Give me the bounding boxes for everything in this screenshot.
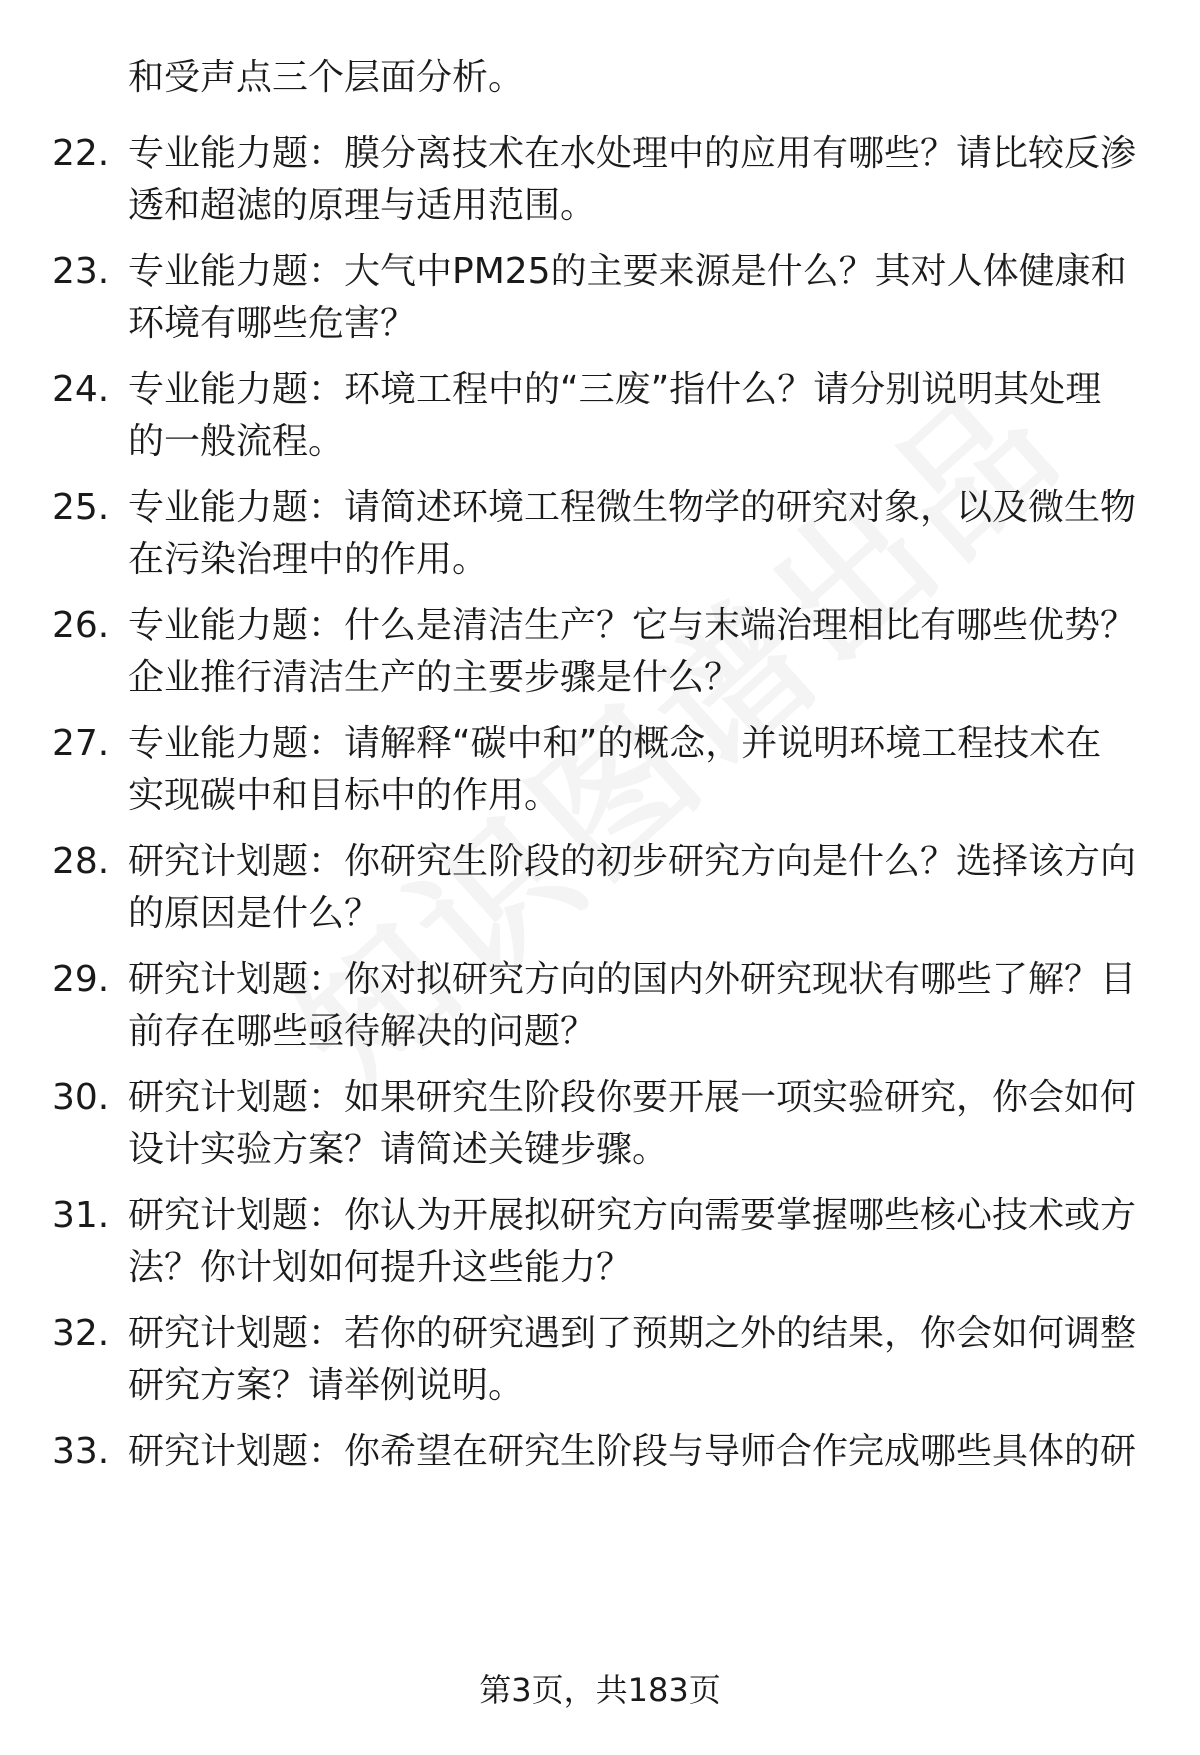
question-number: 26. [52,605,110,646]
question-text-line1: 研究计划题：你希望在研究生阶段与导师合作完成哪些具体的研 [128,1431,1137,1472]
question-text-line2: 透和超滤的原理与适用范围。 [128,185,597,226]
question-item-27 [0,718,1200,828]
question-text-line2: 法？你计划如何提升这些能力？ [128,1247,633,1288]
question-text-line1: 研究计划题：你研究生阶段的初步研究方向是什么？选择该方向 [128,841,1137,882]
question-item-31 [0,1190,1200,1300]
question-number: 31. [52,1195,110,1236]
question-item-33 [0,1426,1200,1536]
question-text-line1: 研究计划题：如果研究生阶段你要开展一项实验研究，你会如何 [128,1077,1137,1118]
question-text-line1: 专业能力题：请简述环境工程微生物学的研究对象，以及微生物 [128,487,1137,528]
question-number: 29. [52,959,110,1000]
question-number: 33. [52,1431,110,1472]
question-item-24 [0,364,1200,474]
question-number: 32. [52,1313,110,1354]
question-item-22 [0,128,1200,238]
question-number: 27. [52,723,110,764]
question-number: 23. [52,251,110,292]
question-number: 25. [52,487,110,528]
question-item-32 [0,1308,1200,1418]
question-text-line2: 企业推行清洁生产的主要步骤是什么？ [128,657,741,698]
question-text-line2: 前存在哪些亟待解决的问题？ [128,1011,597,1052]
question-text-line2: 在污染治理中的作用。 [128,539,489,580]
question-number: 28. [52,841,110,882]
question-text-line1: 专业能力题：什么是清洁生产？它与末端治理相比有哪些优势？ [128,605,1137,646]
question-text-line2: 设计实验方案？请简述关键步骤。 [128,1129,669,1170]
question-text-line2: 研究方案？请举例说明。 [128,1365,525,1406]
question-item-29 [0,954,1200,1064]
question-text-line1: 专业能力题：膜分离技术在水处理中的应用有哪些？请比较反渗 [128,133,1137,174]
question-item-25 [0,482,1200,592]
question-text-line1: 专业能力题：大气中PM25的主要来源是什么？其对人体健康和 [128,251,1127,292]
question-text-line2: 实现碳中和目标中的作用。 [128,775,561,816]
question-text-line2: 环境有哪些危害？ [128,303,417,344]
question-number: 22. [52,133,110,174]
question-text-line2: 的一般流程。 [128,421,345,462]
continuation-text: 和受声点三个层面分析。 [128,57,525,98]
question-item-23 [0,246,1200,356]
question-text-line1: 研究计划题：你认为开展拟研究方向需要掌握哪些核心技术或方 [128,1195,1137,1236]
question-text-line1: 研究计划题：你对拟研究方向的国内外研究现状有哪些了解？目 [128,959,1137,1000]
question-text-line1: 专业能力题：请解释“碳中和”的概念，并说明环境工程技术在 [128,723,1102,764]
question-item-26 [0,600,1200,710]
question-text-line2: 的原因是什么？ [128,893,381,934]
page-number-footer: 第3页，共183页 [479,1671,721,1709]
question-text-line1: 专业能力题：环境工程中的“三废”指什么？请分别说明其处理 [128,369,1102,410]
question-number: 30. [52,1077,110,1118]
question-number: 24. [52,369,110,410]
question-item-28 [0,836,1200,946]
question-item-30 [0,1072,1200,1182]
question-text-line1: 研究计划题：若你的研究遇到了预期之外的结果，你会如何调整 [128,1313,1137,1354]
